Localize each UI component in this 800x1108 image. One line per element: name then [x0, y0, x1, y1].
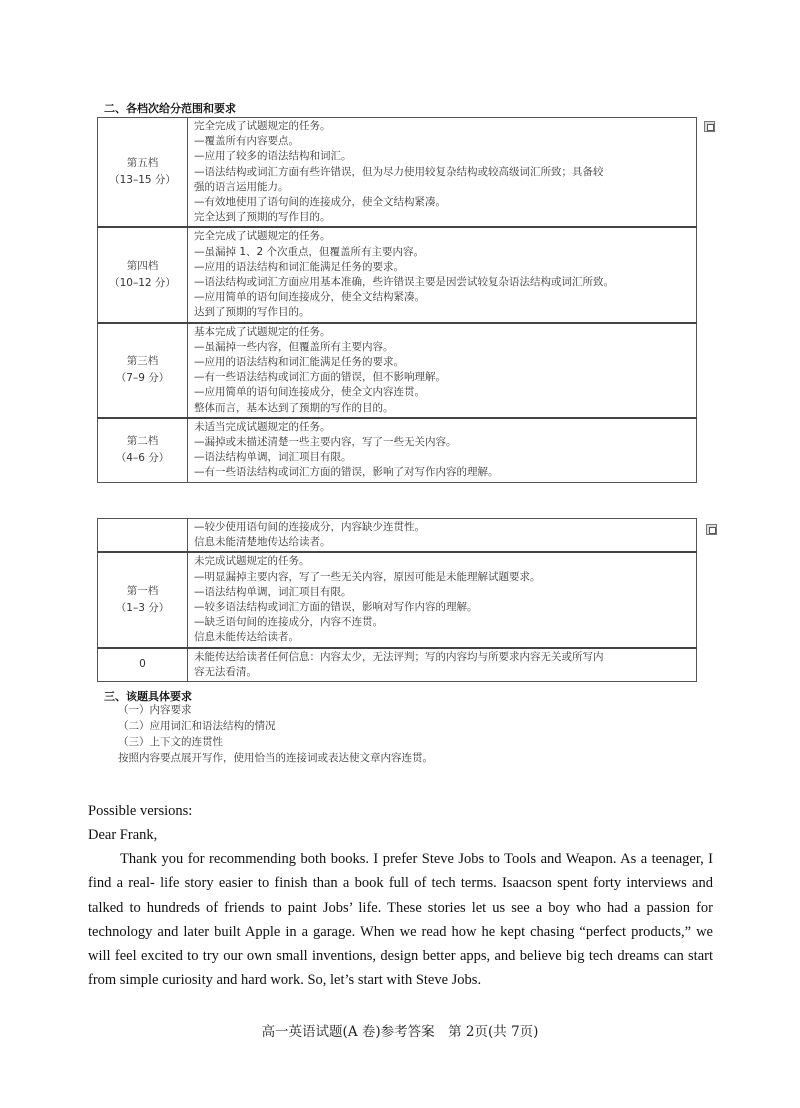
level-name: 第四档	[126, 260, 159, 273]
table-handle-icon[interactable]	[706, 524, 717, 535]
criteria-line: 完全完成了试题规定的任务。	[194, 120, 331, 132]
criteria-line: —应用了较多的语法结构和词汇。	[194, 150, 352, 163]
criteria-line: —应用的语法结构和词汇能满足任务的要求。	[194, 356, 404, 369]
criteria-line: 未适当完成试题规定的任务。	[194, 420, 331, 433]
criteria-line: —较多语法结构或词汇方面的错误，影响对写作内容的理解。	[194, 601, 478, 614]
criteria-line: —语法结构单调，词汇项目有限。	[194, 451, 352, 464]
criteria-cell	[188, 227, 697, 322]
level-range: （1–3 分）	[115, 602, 170, 615]
rubric-row-level-2	[98, 418, 697, 482]
level-name: 第二档	[126, 435, 159, 448]
level-cell	[98, 418, 188, 482]
requirement-item: （三）上下文的连贯性	[118, 736, 223, 748]
criteria-line: —虽漏掉 1、2 个次重点，但覆盖所有主要内容。	[194, 245, 425, 258]
criteria-line: —语法结构或词汇方面有些许错误，但为尽力使用较复杂结构或较高级词汇所致；具备较	[194, 165, 604, 178]
letter-body: Thank you for recommending both books. I prefer Steve Jobs to Tools and Weapon. As a teenager, I find a real- life story easier to finish than a book full of tech terms. Isaacson spent forty interviews and talked to hundreds of friends to paint Jobs’ life. These stories let us see a boy who had a passion for technology and later built Apple in a garage. When we read how he kept chasing “perfect products,” we will feel excited to try our own small inventions, design better apps, and believe big tech dreams can start from simple curiosity and hard work. So, let’s start with Steve Jobs.	[88, 851, 713, 989]
criteria-line: —虽漏掉一些内容，但覆盖所有主要内容。	[194, 340, 394, 353]
criteria-line: 完全完成了试题规定的任务。	[194, 230, 331, 243]
page-footer: 高一英语试题(A 卷)参考答案 第 2页(共 7页)	[261, 1024, 539, 1040]
rubric-row-level-4	[98, 227, 697, 322]
section-2-title: 二、各档次给分范围和要求	[104, 102, 236, 115]
criteria-cell	[188, 648, 697, 682]
model-letter	[88, 799, 713, 993]
requirements-list	[118, 702, 276, 750]
level-cell	[98, 323, 188, 418]
letter-heading: Possible versions:	[88, 803, 193, 819]
criteria-line: —语法结构单调，词汇项目有限。	[194, 585, 352, 598]
requirement-note: 按照内容要点展开写作，使用恰当的连接词或表达使文章内容连贯。	[118, 752, 433, 764]
criteria-cell	[188, 323, 697, 418]
criteria-cell	[188, 418, 697, 482]
rubric-row-continued	[98, 519, 697, 553]
level-name: 第三档	[126, 355, 159, 368]
criteria-line: 强的语言运用能力。	[194, 180, 289, 193]
criteria-line: —覆盖所有内容要点。	[194, 135, 299, 148]
criteria-line: —应用简单的语句间连接成分，使全文内容连贯。	[194, 386, 425, 399]
level-name: 第五档	[126, 157, 159, 170]
criteria-cell	[188, 519, 697, 553]
level-range: （13–15 分）	[109, 174, 176, 187]
criteria-line: —有一些语法结构或词汇方面的错误，影响了对写作内容的理解。	[194, 466, 499, 479]
criteria-line: —有一些语法结构或词汇方面的错误，但不影响理解。	[194, 371, 446, 384]
criteria-line: 信息未能清楚地传达给读者。	[194, 536, 331, 549]
level-range: （7–9 分）	[115, 372, 170, 385]
criteria-line: 达到了预期的写作目的。	[194, 306, 310, 319]
requirement-item: （一）内容要求	[118, 704, 192, 716]
criteria-line: 基本完成了试题规定的任务。	[194, 325, 331, 338]
criteria-line: 整体而言，基本达到了预期的写作的目的。	[194, 401, 394, 414]
criteria-line: 容无法看清。	[194, 665, 257, 678]
criteria-cell	[188, 118, 697, 228]
level-range: （10–12 分）	[109, 277, 176, 290]
rubric-row-level-5	[98, 118, 697, 228]
table-handle-icon[interactable]	[704, 121, 715, 132]
section-3-title: 三、该题具体要求	[104, 690, 192, 703]
rubric-row-level-3	[98, 323, 697, 418]
criteria-line: —应用简单的语句间连接成分，使全文结构紧凑。	[194, 291, 425, 304]
criteria-line: 未完成试题规定的任务。	[194, 555, 310, 568]
rubric-table-1	[97, 117, 697, 483]
level-cell	[98, 552, 188, 647]
level-cell	[98, 519, 188, 553]
letter-salutation: Dear Frank,	[88, 827, 158, 843]
rubric-row-level-1	[98, 552, 697, 647]
rubric-row-level-0	[98, 648, 697, 682]
level-range: （4–6 分）	[115, 452, 170, 465]
level-cell	[98, 227, 188, 322]
level-cell	[98, 118, 188, 228]
criteria-line: —明显漏掉主要内容，写了一些无关内容，原因可能是未能理解试题要求。	[194, 570, 541, 583]
requirement-item: （二）应用词汇和语法结构的情况	[118, 720, 276, 732]
criteria-line: —语法结构或词汇方面应用基本准确，些许错误主要是因尝试较复杂语法结构或词汇所致。	[194, 276, 614, 289]
criteria-cell	[188, 552, 697, 647]
level-name: 0	[139, 658, 146, 671]
level-cell	[98, 648, 188, 682]
criteria-line: 完全达到了预期的写作目的。	[194, 211, 331, 224]
criteria-line: —漏掉或未描述清楚一些主要内容，写了一些无关内容。	[194, 436, 457, 449]
criteria-line: 信息未能传达给读者。	[194, 631, 299, 644]
criteria-line: —应用的语法结构和词汇能满足任务的要求。	[194, 260, 404, 273]
level-name: 第一档	[126, 585, 159, 598]
criteria-line: —有效地使用了语句间的连接成分，使全文结构紧凑。	[194, 196, 446, 209]
criteria-line: —缺乏语句间的连接成分，内容不连贯。	[194, 616, 383, 629]
criteria-line: —较少使用语句间的连接成分，内容缺少连贯性。	[194, 521, 425, 533]
criteria-line: 未能传达给读者任何信息：内容太少，无法评判；写的内容均与所要求内容无关或所写内	[194, 650, 604, 663]
rubric-table-2	[97, 518, 697, 682]
